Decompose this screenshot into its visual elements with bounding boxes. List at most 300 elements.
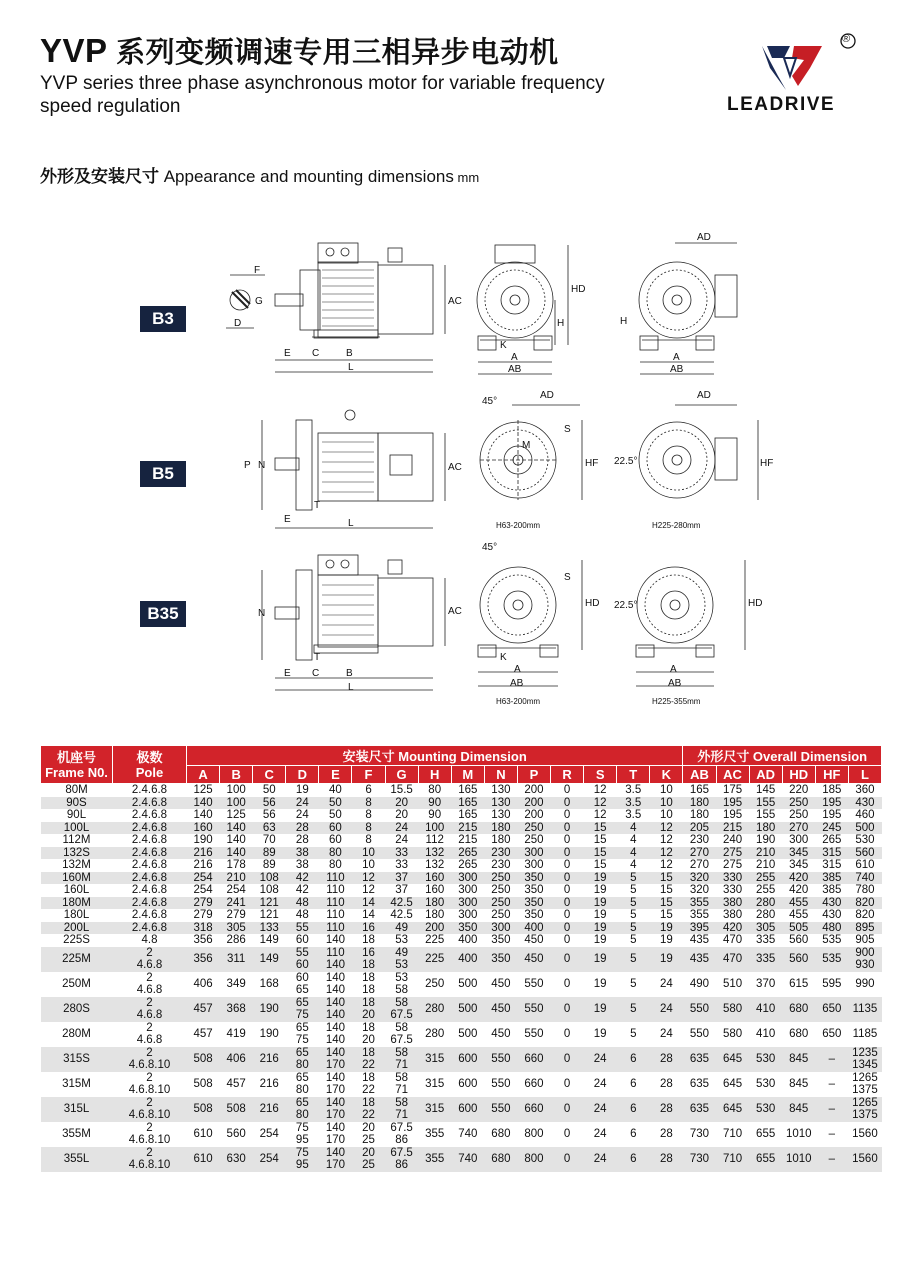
cell-t: 6 [617,1147,650,1172]
cell-frame: 315L [41,1097,113,1122]
cell-t: 3.5 [617,797,650,810]
cell-hd: 505 [782,922,815,935]
cell-t: 4 [630,834,637,846]
cell-frame: 355L [41,1147,113,1172]
cell-h: 315 [425,1077,445,1090]
cell-a: 610 [193,1127,213,1140]
cell-frame: 80M [65,784,88,796]
cell-ab: 490 [689,977,710,990]
cell-frame: 280M [62,1027,91,1040]
dimension-table [40,745,882,1172]
table-row [41,884,882,897]
cell-p: 660 [517,1097,550,1122]
cell-ad: 145 [756,784,776,796]
cell-m: 165 [458,784,478,796]
cell-s: 19 [584,947,617,972]
cell-t: 6 [617,1097,650,1122]
cell-hf: 245 [815,822,848,835]
cell-m: 300 [451,897,484,910]
tag-b5: B5 [140,461,186,487]
header-frame-cn: 机座号 [56,749,96,765]
cell-s: 19 [584,897,617,910]
cell-g: 33 [385,847,418,860]
cell-b: 140 [220,847,253,860]
cell-f: 16 [352,922,385,935]
cell-pole: 2.4.6.8 [131,884,168,896]
dim-label-p: P [244,460,251,471]
cell-k: 28 [650,1047,683,1072]
cell-hd: 455 [782,897,815,910]
cell-e: 50 [329,809,342,821]
b3-end-view-1 [477,245,568,374]
cell-ad: 530 [749,1097,782,1122]
cell-p: 450 [517,947,550,972]
cell-n: 350 [491,934,511,946]
cell-s: 19 [593,884,607,896]
table-row [41,1097,882,1122]
cell-r: 0 [563,1077,571,1090]
cell-a: 216 [187,847,220,860]
cell-t: 5 [617,997,650,1022]
cell-hd: 1010 [785,1127,812,1140]
cell-f: 20 25 [352,1147,385,1172]
cell-l: 1235 1345 [848,1047,881,1072]
cell-pole: 2.4.6.8 [113,897,187,910]
cell-g: 15.5 [390,784,413,796]
dim-label-g: G [255,296,263,307]
cell-ac: 470 [722,934,743,946]
column-header-g: G [385,766,418,784]
cell-h: 355 [425,1127,445,1140]
dim-label-hf: HF [585,458,599,469]
cell-hd: 420 [789,884,809,896]
cell-ab: 550 [683,997,716,1022]
cell-r: 0 [551,947,584,972]
dim-label-ab3: AB [510,678,524,689]
cell-n: 680 [491,1127,511,1140]
cell-a: 279 [193,909,213,921]
cell-f: 8 [352,797,385,810]
cell-hf: – [815,1147,848,1172]
cell-hf: 195 [815,797,848,810]
cell-l: 820 [848,897,881,910]
cell-ac: 510 [722,977,743,990]
cell-r: 0 [563,784,571,796]
cell-ad: 530 [756,1077,776,1090]
cell-b: 560 [226,1127,246,1140]
cell-p: 300 [517,847,550,860]
cell-f: 18 22 [352,1097,385,1122]
cell-hd: 1010 [782,1147,815,1172]
column-header-a: A [187,766,220,784]
cell-l: 1185 [852,1027,878,1040]
table-row [41,797,882,810]
cell-frame: 250M [62,977,91,990]
cell-m: 600 [451,1047,484,1072]
cell-f: 18 20 [362,1021,375,1046]
cell-b: 457 [226,1077,246,1090]
cell-t: 6 [630,1077,637,1090]
cell-n: 250 [491,909,511,921]
cell-frame: 225S [63,934,90,946]
cell-k: 24 [659,977,673,990]
cell-p: 660 [524,1077,544,1090]
dim-label-ac2: AC [448,462,462,473]
cell-ab: 320 [683,872,716,885]
cell-ac: 195 [722,809,743,821]
dim-label-n: N [258,460,266,471]
cell-l: 430 [848,797,881,810]
cell-e: 140 170 [325,1121,346,1146]
cell-a: 216 [193,859,213,871]
cell-e: 140 140 [325,1021,346,1046]
cell-l: 560 [848,847,881,860]
cell-hd: 680 [782,997,815,1022]
cell-ab: 730 [689,1127,710,1140]
cell-k: 15 [650,872,683,885]
cell-ab: 320 [689,884,710,896]
cell-ac: 380 [722,909,743,921]
cell-frame: 160L [63,884,90,896]
cell-f: 14 [362,909,375,921]
cell-c: 63 [253,822,286,835]
cell-hf: – [815,1047,848,1072]
dim-label-t2: T [314,652,321,663]
cell-hf: 535 [822,934,842,946]
cell-k: 19 [659,934,673,946]
cell-s: 12 [593,809,607,821]
cell-s: 15 [584,847,617,860]
cell-hd: 845 [782,1047,815,1072]
column-header-ad: AD [749,766,782,784]
dim-label-l2: L [348,518,354,529]
cell-n: 550 [484,1047,517,1072]
cell-r: 0 [551,1147,584,1172]
cell-frame: 200L [41,922,113,935]
cell-ac: 195 [716,797,749,810]
cell-l: 1560 [848,1147,881,1172]
cell-hd: 270 [782,822,815,835]
cell-s: 15 [593,859,607,871]
cell-h: 315 [418,1097,451,1122]
column-header-s: S [584,766,617,784]
cell-ad: 155 [749,797,782,810]
cell-r: 0 [551,797,584,810]
cell-c: 108 [259,884,279,896]
dim-label-e: E [284,348,291,359]
column-header-k: K [650,766,683,784]
cell-c: 50 [262,784,276,796]
cell-h: 160 [418,872,451,885]
cell-ad: 255 [749,872,782,885]
cell-a: 610 [187,1147,220,1172]
cell-l: 740 [848,872,881,885]
cell-ab: 435 [683,947,716,972]
cell-frame: 355M [62,1127,91,1140]
cell-ad: 155 [756,809,776,821]
cell-hd: 345 [789,859,809,871]
cell-pole: 2 4.6.8.10 [128,1071,171,1096]
table-row [41,1122,882,1147]
table-row [41,1047,882,1072]
cell-ac: 710 [716,1147,749,1172]
table-row [41,1147,882,1172]
cell-t: 5 [617,872,650,885]
cell-pole: 2 4.6.8 [113,947,187,972]
cell-b: 508 [220,1097,253,1122]
cell-t: 5 [630,977,637,990]
cell-b: 125 [226,809,246,821]
cell-l: 1560 [852,1127,878,1140]
cell-pole: 2.4.6.8 [113,822,187,835]
cell-p: 200 [524,809,544,821]
cell-b: 630 [220,1147,253,1172]
cell-e: 140 170 [319,1147,352,1172]
cell-p: 800 [524,1127,544,1140]
cell-a: 508 [187,1047,220,1072]
cell-s: 24 [593,1077,607,1090]
cell-l: 905 [855,934,875,946]
dim-label-ad3: AD [697,390,711,401]
table-row [41,847,882,860]
cell-hf: 650 [815,997,848,1022]
cell-h: 225 [425,934,445,946]
cell-e: 140 170 [325,1071,346,1096]
cell-frame: 112M [62,834,91,846]
dim-label-h: H [557,318,565,329]
cell-r: 0 [563,809,571,821]
b5-end-view-1 [480,405,582,500]
cell-hd: 615 [789,977,809,990]
cell-h: 315 [418,1047,451,1072]
cell-g: 49 53 [385,947,418,972]
cell-k: 19 [650,922,683,935]
cell-n: 230 [491,859,511,871]
cell-m: 740 [458,1127,478,1140]
cell-k: 28 [650,1147,683,1172]
cell-c: 216 [259,1077,279,1090]
cell-hf: 315 [822,859,842,871]
cell-ac: 175 [722,784,743,796]
cell-p: 200 [524,784,544,796]
cell-f: 18 [362,934,375,946]
cell-ad: 530 [749,1047,782,1072]
dim-label-ab: AB [508,364,522,375]
dim-label-s2: S [564,572,571,583]
cell-frame: 100L [41,822,113,835]
cell-s: 19 [584,872,617,885]
cell-s: 24 [593,1127,607,1140]
cell-pole: 2.4.6.8 [131,784,168,796]
cell-ad: 280 [756,909,776,921]
cell-r: 0 [551,1047,584,1072]
cell-k: 28 [659,1127,673,1140]
cell-d: 28 [295,834,309,846]
cell-hd: 845 [782,1097,815,1122]
cell-hf: 480 [815,922,848,935]
cell-ad: 280 [749,897,782,910]
cell-ad: 655 [756,1127,776,1140]
cell-g: 24 [395,834,408,846]
dim-label-ac3: AC [448,606,462,617]
cell-n: 180 [484,822,517,835]
cell-ad: 410 [749,997,782,1022]
cell-m: 265 [458,859,478,871]
cell-n: 550 [484,1097,517,1122]
cell-n: 300 [484,922,517,935]
cell-n: 250 [484,897,517,910]
cell-r: 0 [563,977,571,990]
cell-f: 8 [365,834,372,846]
cell-pole: 2.4.6.8 [131,909,168,921]
table-row [41,872,882,885]
cell-h: 90 [428,809,442,821]
cell-p: 550 [524,1027,544,1040]
cell-ac: 215 [716,822,749,835]
column-header-b: B [220,766,253,784]
cell-r: 0 [563,909,571,921]
cell-pole: 2.4.6.8 [131,834,168,846]
cell-d: 24 [295,809,309,821]
cell-d: 65 80 [286,1047,319,1072]
cell-g: 49 [385,922,418,935]
column-header-n: N [484,766,517,784]
cell-r: 0 [563,834,571,846]
cell-m: 165 [458,809,478,821]
header-frame [41,746,113,784]
cell-c: 254 [259,1127,279,1140]
dim-label-l3: L [348,682,354,693]
cell-pole: 2 4.6.8.10 [113,1147,187,1172]
cell-t: 5 [630,1027,637,1040]
table-row [41,909,882,922]
cell-a: 356 [193,934,213,946]
b3-side-view [226,243,445,372]
cell-n: 230 [484,847,517,860]
cell-ab: 635 [683,1097,716,1122]
cell-ac: 645 [716,1047,749,1072]
cell-m: 300 [451,872,484,885]
cell-m: 265 [451,847,484,860]
caption-b5-1: H63-200mm [496,521,541,530]
cell-g: 33 [395,859,408,871]
cell-b: 140 [226,834,246,846]
b35-end-view-2 [636,560,745,686]
dim-label-a4: A [670,664,677,675]
cell-b: 210 [220,872,253,885]
cell-d: 65 80 [286,1097,319,1122]
cell-h: 180 [425,909,445,921]
table-row [41,822,882,835]
dim-label-f: F [254,265,261,276]
cell-t: 5 [617,897,650,910]
cell-s: 24 [584,1097,617,1122]
cell-e: 140 140 [319,997,352,1022]
column-header-t: T [617,766,650,784]
cell-frame: 315M [62,1077,91,1090]
cell-e: 140 140 [325,971,346,996]
cell-c: 70 [262,834,276,846]
cell-r: 0 [551,897,584,910]
cell-g: 58 67.5 [385,997,418,1022]
cell-b: 279 [226,909,246,921]
dim-label-45: 45° [482,396,498,407]
cell-g: 37 [385,872,418,885]
cell-ab: 435 [689,934,710,946]
cell-m: 165 [451,797,484,810]
cell-hd: 300 [789,834,809,846]
column-header-h: H [418,766,451,784]
cell-h: 80 [428,784,442,796]
cell-hf: – [815,1097,848,1122]
cell-h: 225 [418,947,451,972]
table-row [41,997,882,1022]
table-row [41,947,882,972]
cell-a: 508 [187,1097,220,1122]
cell-l: 1135 [848,997,881,1022]
cell-hf: 385 [822,884,842,896]
cell-m: 400 [451,947,484,972]
cell-k: 19 [650,947,683,972]
cell-k: 15 [650,897,683,910]
cell-a: 140 [193,809,213,821]
cell-r: 0 [551,997,584,1022]
cell-f: 18 18 [362,971,375,996]
cell-p: 350 [517,897,550,910]
cell-h: 180 [418,897,451,910]
cell-g: 42.5 [385,897,418,910]
cell-m: 350 [451,922,484,935]
cell-s: 19 [593,909,607,921]
cell-c: 149 [259,934,279,946]
cell-hd: 845 [789,1077,809,1090]
dim-label-ad2: AD [540,390,554,401]
cell-t: 5 [630,934,637,946]
tag-b3: B3 [140,306,186,332]
cell-a: 254 [187,872,220,885]
cell-ad: 655 [749,1147,782,1172]
table-row [41,972,882,997]
cell-h: 100 [418,822,451,835]
cell-pole: 2.4.6.8 [113,797,187,810]
page-subtitle: YVP series three phase asynchronous motor for variable frequency speed regulation [40,73,605,117]
brand-name: LEADRIVE [727,94,836,115]
cell-k: 12 [659,834,673,846]
cell-p: 200 [517,797,550,810]
dim-label-n2: N [258,608,266,619]
cell-ab: 270 [689,859,710,871]
cell-n: 350 [484,947,517,972]
cell-r: 0 [551,1097,584,1122]
cell-a: 160 [187,822,220,835]
cell-pole: 4.8 [141,934,158,946]
cell-b: 349 [226,977,246,990]
cell-hd: 345 [782,847,815,860]
cell-c: 108 [253,872,286,885]
cell-frame: 132S [41,847,113,860]
cell-n: 550 [491,1077,511,1090]
tag-b35: B35 [140,601,186,627]
cell-f: 12 [352,872,385,885]
cell-m: 400 [458,934,478,946]
column-header-f: F [352,766,385,784]
cell-frame: 90S [41,797,113,810]
cell-n: 250 [484,872,517,885]
cell-d: 65 75 [286,997,319,1022]
cell-pole: 2 4.6.8.10 [113,1097,187,1122]
cell-e: 80 [319,847,352,860]
caption-b5-2: H225-280mm [652,521,701,530]
